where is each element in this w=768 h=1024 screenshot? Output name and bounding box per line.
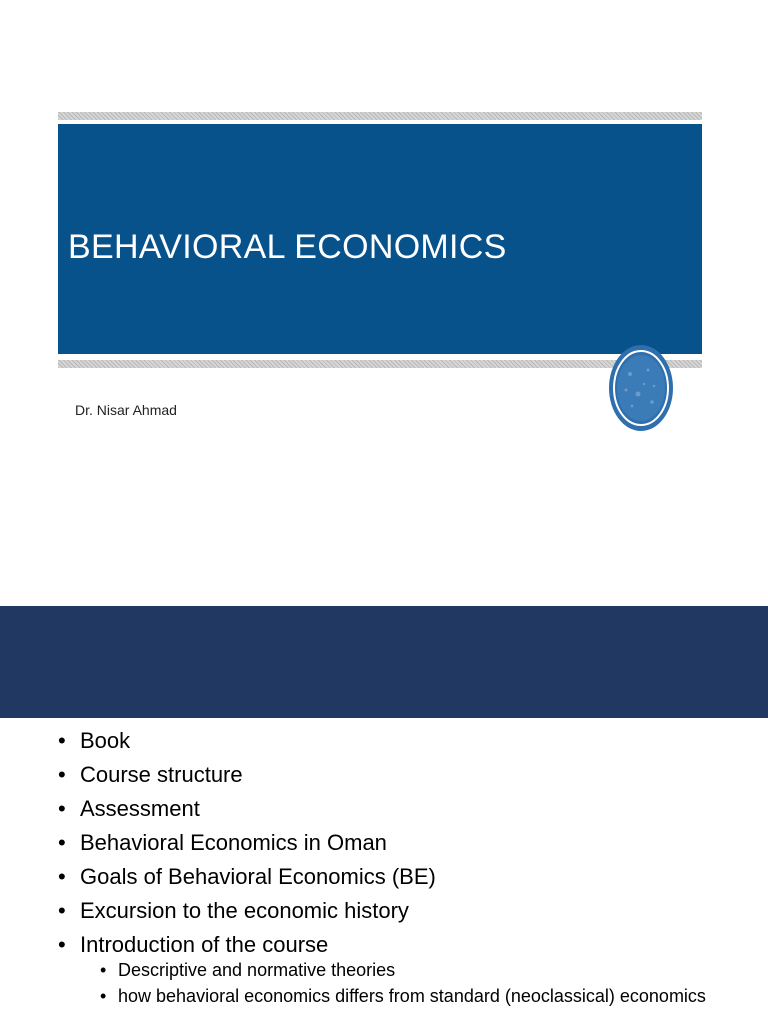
list-item bbox=[58, 862, 758, 896]
list-item bbox=[58, 896, 758, 930]
bottom-decorative-stripe bbox=[58, 360, 702, 368]
list-item-text: Course structure bbox=[80, 762, 243, 787]
list-item-text: Assessment bbox=[80, 796, 200, 821]
list-item-text: Book bbox=[80, 728, 131, 753]
university-seal-icon bbox=[608, 344, 674, 432]
top-decorative-stripe bbox=[58, 112, 702, 120]
slide-title: BEHAVIORAL ECONOMICS bbox=[68, 228, 507, 266]
list-item bbox=[58, 794, 758, 828]
bullet-icon: • bbox=[58, 728, 66, 753]
list-item-text: Introduction of the course bbox=[80, 932, 329, 957]
bullet-icon: • bbox=[58, 762, 66, 787]
sub-list-item-text: how behavioral economics differs from standard (neoclassical) economics bbox=[118, 986, 706, 1006]
author-name: Dr. Nisar Ahmad bbox=[75, 402, 177, 418]
bullet-icon: • bbox=[58, 830, 66, 855]
list-item-text: Goals of Behavioral Economics (BE) bbox=[80, 864, 436, 889]
sub-list-item-text: Descriptive and normative theories bbox=[118, 960, 396, 980]
bullet-icon: • bbox=[58, 864, 66, 889]
list-item bbox=[58, 760, 758, 794]
agenda-list bbox=[58, 726, 758, 964]
agenda-sub-list bbox=[100, 960, 760, 1012]
bullet-icon: • bbox=[100, 986, 107, 1006]
bullet-icon: • bbox=[58, 932, 66, 957]
agenda-slide-header bbox=[0, 606, 768, 718]
list-item bbox=[58, 828, 758, 862]
bullet-icon: • bbox=[58, 898, 66, 923]
list-item-text: Excursion to the economic history bbox=[80, 898, 409, 923]
sub-list-item bbox=[100, 960, 760, 980]
list-item-text: Behavioral Economics in Oman bbox=[80, 830, 387, 855]
bullet-icon: • bbox=[58, 796, 66, 821]
bullet-icon: • bbox=[100, 960, 107, 980]
list-item bbox=[58, 726, 758, 760]
list-item bbox=[58, 930, 758, 964]
sub-list-item bbox=[100, 986, 760, 1006]
